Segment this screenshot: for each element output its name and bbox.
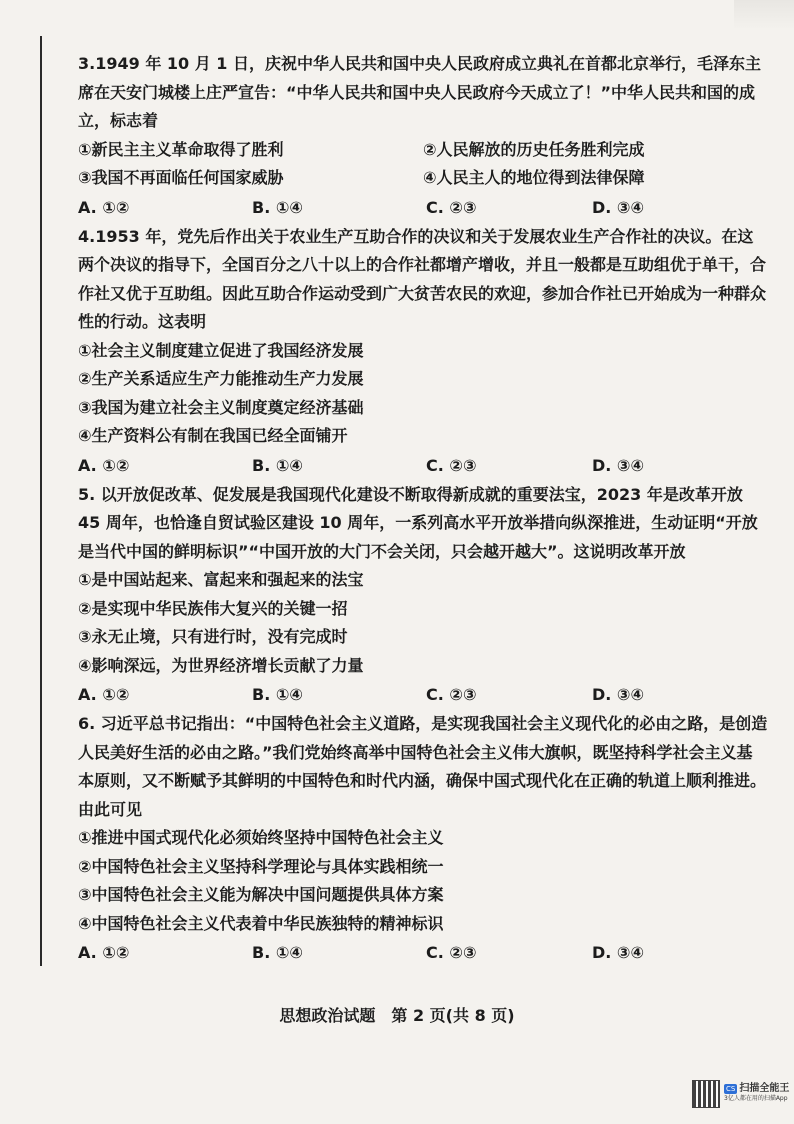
question-stem: 4.1953 年，党先后作出关于农业生产互助合作的决议和关于发展农业生产合作社的决议。在这两个决议的指导下，全国百分之八十以上的合作社都增产增收，并且一般都是互助组优于单干，合作社又优于互助组。因此互助合作运动受到广大贫苦农民的欢迎，参加合作社已开始成为一种群众性的行动。这表明: [78, 226, 767, 331]
cs-logo-icon: CS: [726, 1085, 736, 1093]
qr-code-icon: [692, 1080, 720, 1108]
answer-c: C. ②③: [426, 943, 477, 962]
answer-b: B. ①④: [252, 943, 303, 962]
exam-page: [78, 50, 768, 968]
question-stem: 3.1949 年 10 月 1 日，庆祝中华人民共和国中央人民政府成立典礼在首都北京举行，毛泽东主席在天安门城楼上庄严宣告：“中华人民共和国中央人民政府今天成立了！”中华人民共和国的成立，标志着: [78, 54, 761, 130]
answer-choices: [78, 451, 768, 481]
answer-choices: [78, 193, 768, 223]
option-3: ③中国特色社会主义能为解决中国问题提供具体方案: [78, 885, 444, 904]
answer-c: C. ②③: [426, 197, 477, 217]
option-list: [78, 337, 768, 451]
answer-c: C. ②③: [426, 685, 477, 704]
option-2: ②是实现中华民族伟大复兴的关键一招: [78, 598, 348, 618]
answer-a: A. ①②: [78, 455, 130, 475]
answer-b: B. ①④: [252, 685, 303, 704]
option-list: [78, 824, 768, 938]
question-stem: 6. 习近平总书记指出：“中国特色社会主义道路，是实现我国社会主义现代化的必由之路，是创造人民美好生活的必由之路。”我们党始终高举中国特色社会主义伟大旗帜，既坚持科学社会主义基本原则，又不断赋予其鲜明的中国特色和时代内涵，确保中国式现代化在正确的轨道上顺利推进。由此可见: [78, 714, 768, 819]
answer-d: D. ③④: [592, 685, 645, 704]
answer-c: C. ②③: [426, 455, 477, 475]
answer-choices: [78, 938, 768, 968]
answer-d: D. ③④: [592, 455, 645, 475]
option-4: ④影响深远，为世界经济增长贡献了力量: [78, 655, 364, 675]
option-row: [78, 164, 768, 193]
answer-a: A. ①②: [78, 197, 130, 217]
answer-b: B. ①④: [252, 455, 303, 475]
option-1: ①是中国站起来、富起来和强起来的法宝: [78, 570, 364, 589]
option-4: ④生产资料公有制在我国已经全面铺开: [78, 426, 348, 445]
page-corner-shadow: [734, 0, 794, 30]
question-6: [78, 710, 768, 968]
answer-d: D. ③④: [592, 943, 645, 962]
option-3: ③我国不再面临任何国家威胁: [78, 168, 284, 187]
option-1: ①社会主义制度建立促进了我国经济发展: [78, 340, 364, 360]
option-4: ④人民主人的地位得到法律保障: [423, 168, 645, 187]
option-2: ②人民解放的历史任务胜利完成: [423, 139, 645, 159]
answer-choices: [78, 680, 768, 710]
answer-b: B. ①④: [252, 197, 303, 217]
option-2: ②中国特色社会主义坚持科学理论与具体实践相统一: [78, 856, 444, 876]
option-list: [78, 566, 768, 680]
question-3: [78, 50, 768, 223]
scanner-watermark: [692, 1080, 789, 1108]
option-1: ①新民主主义革命取得了胜利: [78, 139, 284, 159]
watermark-subtitle: 3亿人都在用的扫描App: [724, 1095, 788, 1102]
watermark-brand: 扫描全能王: [739, 1083, 790, 1094]
answer-a: A. ①②: [78, 943, 130, 962]
option-3: ③永无止境，只有进行时，没有完成时: [78, 627, 348, 646]
option-2: ②生产关系适应生产力能推动生产力发展: [78, 369, 364, 388]
question-4: [78, 223, 768, 481]
option-4: ④中国特色社会主义代表着中华民族独特的精神标识: [78, 913, 444, 933]
page-footer: 思想政治试题 第 2 页(共 8 页): [279, 1006, 515, 1025]
answer-a: A. ①②: [78, 685, 130, 704]
watermark-text: [724, 1084, 789, 1104]
binding-margin-line: [40, 36, 42, 966]
option-3: ③我国为建立社会主义制度奠定经济基础: [78, 397, 364, 417]
question-5: [78, 481, 768, 711]
answer-d: D. ③④: [592, 197, 645, 217]
question-stem: 5. 以开放促改革、促发展是我国现代化建设不断取得新成就的重要法宝，2023 年是改革开放 45 周年，也恰逢自贸试验区建设 10 周年，一系列高水平开放举措向纵深推进，生动证明“开放是当代中国的鲜明标识”“中国开放的大门不会关闭，只会越开越大”。这说明改革开放: [78, 484, 758, 561]
option-1: ①推进中国式现代化必须始终坚持中国特色社会主义: [78, 828, 444, 847]
option-row: [78, 136, 768, 165]
